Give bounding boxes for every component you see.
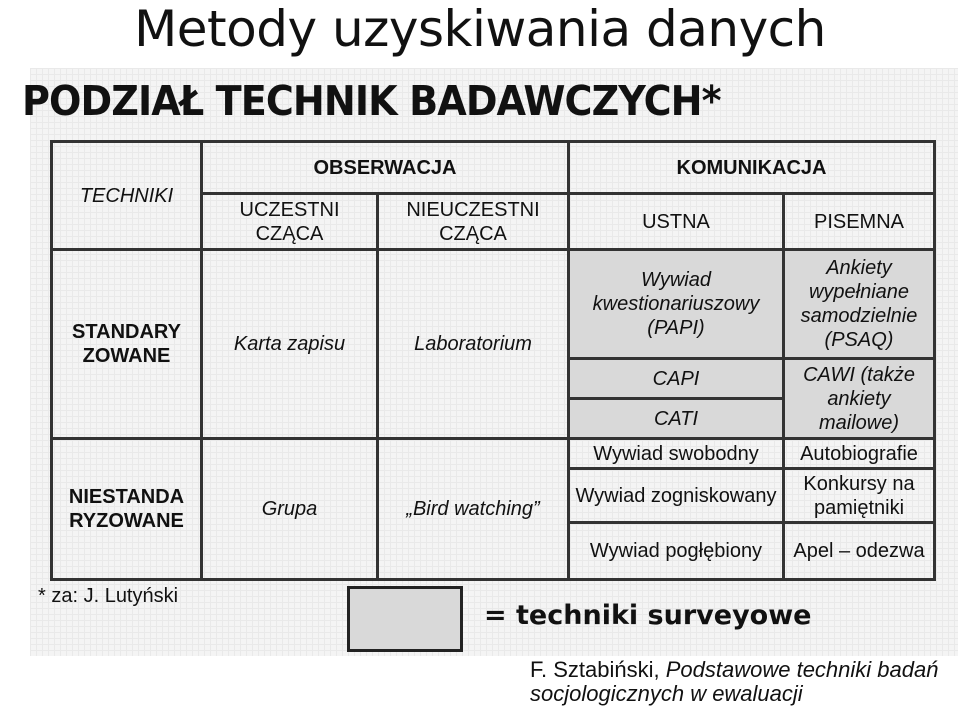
cell-karta-zapisu: Karta zapisu: [202, 250, 378, 439]
legend-text: = techniki surveyowe: [484, 600, 812, 631]
source-author: F. Sztabiński,: [530, 657, 660, 682]
row-label-niestandaryzowane: NIESTANDA RYZOWANE: [52, 439, 202, 580]
cell-wywiad-poglebiony: Wywiad pogłębiony: [569, 523, 784, 580]
slide-title: Metody uzyskiwania danych: [134, 0, 826, 58]
header-nieuczestniczaca: NIEUCZESTNI CZĄCA: [378, 194, 569, 250]
cell-papi: Wywiad kwestionariuszowy (PAPI): [569, 250, 784, 359]
cell-wywiad-zogniskowany: Wywiad zogniskowany: [569, 469, 784, 523]
footnote: * za: J. Lutyński: [38, 585, 179, 607]
header-obserwacja: OBSERWACJA: [202, 142, 569, 194]
cell-psaq: Ankiety wypełniane samodzielnie (PSAQ): [784, 250, 935, 359]
cell-cati: CATI: [569, 399, 784, 439]
figure-heading: PODZIAŁ TECHNIK BADAWCZYCH*: [22, 77, 721, 125]
cell-bird-watching: „Bird watching”: [378, 439, 569, 580]
source-citation: [530, 658, 950, 706]
techniques-table: [50, 140, 936, 581]
header-komunikacja: KOMUNIKACJA: [569, 142, 935, 194]
cell-laboratorium: Laboratorium: [378, 250, 569, 439]
corner-label: TECHNIKI: [52, 142, 202, 250]
cell-grupa: Grupa: [202, 439, 378, 580]
legend-swatch: [347, 586, 463, 652]
cell-cawi: CAWI (także ankiety mailowe): [784, 359, 935, 439]
cell-autobiografie: Autobiografie: [784, 439, 935, 469]
header-pisemna: PISEMNA: [784, 194, 935, 250]
source-title: Podstawowe techniki badań socjologicznych w ewaluacji: [530, 657, 939, 706]
cell-capi: CAPI: [569, 359, 784, 399]
header-uczestniczaca: UCZESTNI CZĄCA: [202, 194, 378, 250]
cell-wywiad-swobodny: Wywiad swobodny: [569, 439, 784, 469]
cell-konkursy: Konkursy na pamiętniki: [784, 469, 935, 523]
header-ustna: USTNA: [569, 194, 784, 250]
cell-apel: Apel – odezwa: [784, 523, 935, 580]
row-label-standaryzowane: STANDARY ZOWANE: [52, 250, 202, 439]
